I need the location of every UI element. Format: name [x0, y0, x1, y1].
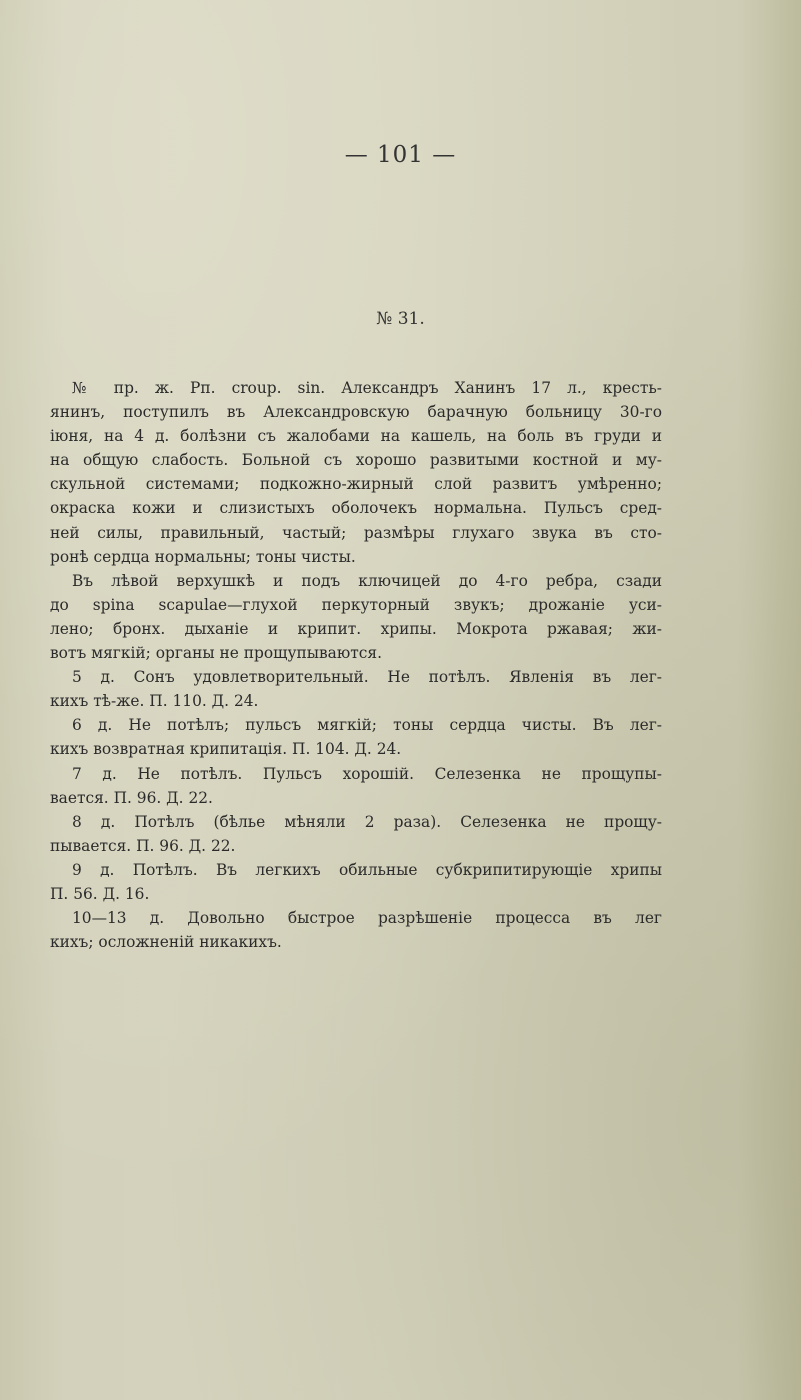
text-line: 5 д. Сонъ удовлетворительный. Не потѣлъ. Явленія въ лег- — [72, 668, 662, 687]
text-line: пывается. П. 96. Д. 22. — [50, 836, 236, 855]
text-line: кихъ возвратная крипитація. П. 104. Д. 24. — [50, 740, 402, 759]
text-line: лено; бронх. дыханіе и крипит. хрипы. Мокрота ржавая; жи- — [50, 619, 662, 638]
text-line: 8 д. Потѣлъ (бѣлье мѣняли 2 раза). Селезенка не прощу- — [72, 812, 662, 831]
text-line: 10—13 д. Довольно быстрое разрѣшеніе процесса въ лег — [72, 909, 662, 928]
text-line: окраска кожи и слизистыхъ оболочекъ нормальна. Пульсъ сред- — [50, 499, 662, 518]
text-line: на общую слабость. Больной съ хорошо развитыми костной и му- — [50, 451, 662, 470]
text-line: № пр. ж. Рп. croup. sin. Александръ Ханинъ 17 л., кресть- — [72, 379, 662, 397]
text-line: ронѣ сердца нормальны; тоны чисты. — [50, 547, 356, 566]
text-line: ней силы, правильный, частый; размѣры глухаго звука въ сто- — [50, 523, 662, 542]
text-line: 7 д. Не потѣлъ. Пульсъ хорошій. Селезенка не прощупы- — [72, 764, 662, 783]
text-line: іюня, на 4 д. болѣзни съ жалобами на кашель, на боль въ груди и — [50, 427, 662, 446]
text-line: янинъ, поступилъ въ Александровскую барачную больницу 30-го — [50, 403, 662, 422]
text-line: до spina scapulae—глухой перкуторный звукъ; дрожаніе уси- — [50, 595, 662, 614]
text-line: вается. П. 96. Д. 22. — [50, 788, 213, 807]
page-number: — 101 — — [344, 142, 457, 168]
record-number: № 31. — [376, 309, 425, 329]
text-line: 6 д. Не потѣлъ; пульсъ мягкій; тоны сердца чисты. Въ лег- — [72, 716, 662, 735]
text-line: скульной системами; подкожно-жирный слой развитъ умѣренно; — [50, 475, 662, 494]
text-line: Въ лѣвой верхушкѣ и подъ ключицей до 4-го ребра, сзади — [72, 571, 662, 590]
case-text — [50, 376, 662, 954]
text-line: 9 д. Потѣлъ. Въ легкихъ обильные субкрипитирующіе хрипы — [72, 860, 662, 879]
text-line: П. 56. Д. 16. — [50, 884, 150, 903]
text-line: кихъ тѣ-же. П. 110. Д. 24. — [50, 692, 259, 711]
text-line: вотъ мягкій; органы не прощупываются. — [50, 644, 382, 663]
text-line: кихъ; осложненій никакихъ. — [50, 933, 282, 952]
